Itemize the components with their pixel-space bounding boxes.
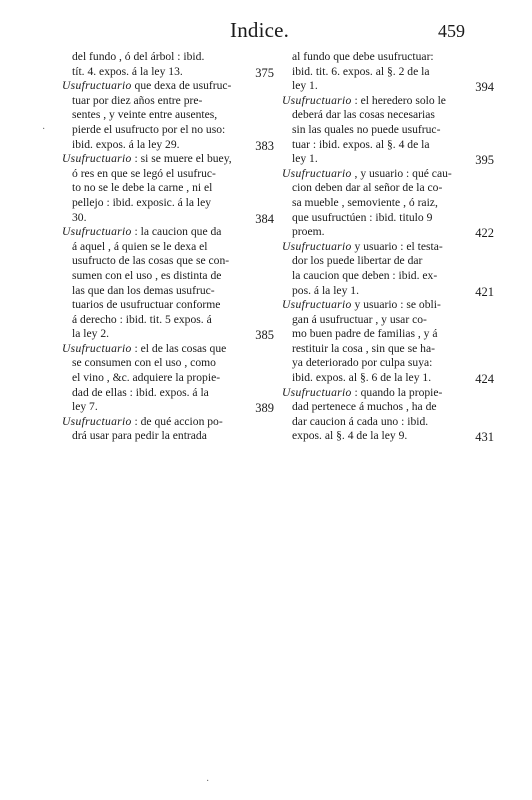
entry-line-text: ó res en que se legó el usufruc- xyxy=(72,166,216,180)
entry-text xyxy=(62,79,242,152)
entry-heading: Usufructuario xyxy=(282,166,352,180)
index-entry xyxy=(282,50,494,94)
entry-line-text: que dexa de usufruc- xyxy=(134,79,232,93)
entry-line-text: ya deteriorado por culpa suya: xyxy=(292,356,433,370)
entry-line-text: expos. al §. 4 de la ley 9. xyxy=(292,429,408,443)
entry-line xyxy=(282,138,462,153)
entry-line xyxy=(62,196,242,211)
entry-line xyxy=(282,50,462,65)
entry-line-text: proem. xyxy=(292,225,325,239)
entry-line xyxy=(282,298,462,313)
entry-line-text: dad de ellas : ibid. expos. á la xyxy=(72,385,209,399)
entry-line xyxy=(62,211,242,226)
entry-line-text: : el de las cosas que xyxy=(134,341,227,355)
entry-line-text: que usufructúen : ibid. titulo 9 xyxy=(292,210,433,224)
entry-line xyxy=(282,313,462,328)
entry-line-text: la caucion que deben : ibid. ex- xyxy=(292,268,438,282)
entry-line xyxy=(282,254,462,269)
entry-line-text: pellejo : ibid. exposic. á la ley xyxy=(72,195,212,209)
entry-page-number: 395 xyxy=(475,153,494,168)
entry-page-number: 424 xyxy=(475,372,494,387)
bottom-mark: · xyxy=(206,776,210,787)
entry-line-text: sentes , y veinte entre ausentes, xyxy=(72,108,218,122)
left-column xyxy=(62,50,274,444)
entry-line xyxy=(62,167,242,182)
entry-line xyxy=(282,284,462,299)
entry-heading: Usufructuario xyxy=(62,414,132,428)
entry-text xyxy=(282,94,462,167)
entry-line xyxy=(282,400,462,415)
entry-line xyxy=(62,284,242,299)
entry-line xyxy=(282,356,462,371)
entry-line-text: restituir la cosa , sin que se ha- xyxy=(292,341,435,355)
entry-line-text: dor los puede libertar de dar xyxy=(292,254,423,268)
entry-line-text: al fundo que debe usufructuar: xyxy=(292,50,434,63)
entry-heading: Usufructuario xyxy=(62,152,132,166)
entry-line xyxy=(62,181,242,196)
entry-line-text: usufructo de las cosas que se con- xyxy=(72,254,230,268)
entry-line xyxy=(282,371,462,386)
entry-line-text: mo buen padre de familias , y á xyxy=(292,327,438,341)
entry-line-text: se consumen con el uso , como xyxy=(72,356,216,370)
entry-text xyxy=(282,167,462,240)
entry-heading: Usufructuario xyxy=(282,239,352,253)
index-entry xyxy=(282,298,494,386)
entry-heading: Usufructuario xyxy=(62,225,132,239)
entry-page-number: 384 xyxy=(255,211,274,226)
entry-line xyxy=(282,94,462,109)
entry-text xyxy=(282,298,462,386)
entry-line xyxy=(62,138,242,153)
entry-line xyxy=(62,298,242,313)
margin-mark: · xyxy=(42,124,46,135)
entry-line-text: tít. 4. expos. á la ley 13. xyxy=(72,64,183,78)
entry-line xyxy=(282,386,462,401)
entry-line xyxy=(62,371,242,386)
entry-line-text: pierde el usufructo por el no uso: xyxy=(72,122,226,136)
index-entry xyxy=(62,225,274,342)
entry-line xyxy=(282,152,462,167)
entry-page-number: 385 xyxy=(255,328,274,343)
entry-line xyxy=(282,79,462,94)
entry-heading: Usufructuario xyxy=(282,385,352,399)
entry-line-text: del fundo , ó del árbol : ibid. xyxy=(72,50,205,63)
entry-line xyxy=(62,429,242,444)
entry-line xyxy=(282,167,462,182)
entry-line xyxy=(282,123,462,138)
entry-text xyxy=(62,225,242,342)
entry-line-text: sumen con el uso , es distinta de xyxy=(72,268,222,282)
entry-line xyxy=(282,342,462,357)
entry-page-number: 383 xyxy=(255,138,274,153)
entry-line xyxy=(282,108,462,123)
entry-line xyxy=(282,196,462,211)
index-entry xyxy=(62,152,274,225)
entry-line-text: : el heredero solo le xyxy=(354,93,446,107)
entry-line-text: dad pertenece á muchos , ha de xyxy=(292,400,437,414)
entry-line xyxy=(62,108,242,123)
entry-line-text: sin las quales no puede usufruc- xyxy=(292,122,441,136)
entry-line-text: el vino , &c. adquiere la propie- xyxy=(72,371,221,385)
entry-text xyxy=(282,240,462,298)
entry-text xyxy=(282,50,462,94)
entry-line-text: 30. xyxy=(72,210,87,224)
entry-line-text: ibid. expos. al §. 6 de la ley 1. xyxy=(292,371,432,385)
entry-line xyxy=(62,269,242,284)
entry-line-text: á aquel , á quien se le dexa el xyxy=(72,239,208,253)
entry-line-text: tuarios de usufructuar conforme xyxy=(72,298,221,312)
entry-line-text: dar caucion á cada uno : ibid. xyxy=(292,414,429,428)
entry-line xyxy=(62,254,242,269)
entry-page-number: 421 xyxy=(475,284,494,299)
entry-line xyxy=(282,415,462,430)
entry-line xyxy=(62,240,242,255)
entry-text xyxy=(282,386,462,444)
entry-line xyxy=(62,342,242,357)
index-entry xyxy=(62,415,274,444)
index-entry xyxy=(282,386,494,444)
entry-page-number: 431 xyxy=(475,430,494,445)
entry-line-text: : la caucion que da xyxy=(134,225,222,239)
entry-line xyxy=(282,181,462,196)
entry-line-text: : si se muere el buey, xyxy=(134,152,232,166)
entry-line-text: la ley 2. xyxy=(72,327,110,341)
entry-heading: Usufructuario xyxy=(282,93,352,107)
entry-line-text: las que dan los demas usufruc- xyxy=(72,283,215,297)
entry-line-text: y usuario : se obli- xyxy=(354,298,441,312)
entry-line-text: pos. á la ley 1. xyxy=(292,283,359,297)
entry-line xyxy=(62,65,242,80)
index-entry xyxy=(62,342,274,415)
entry-page-number: 375 xyxy=(255,65,274,80)
entry-line-text: drá usar para pedir la entrada xyxy=(72,429,207,443)
page-title: Indice. xyxy=(230,18,290,42)
entry-line-text: cion deben dar al señor de la co- xyxy=(292,181,443,195)
entry-line xyxy=(62,356,242,371)
entry-heading: Usufructuario xyxy=(62,79,132,93)
entry-line xyxy=(62,79,242,94)
entry-line xyxy=(62,313,242,328)
entry-line xyxy=(62,400,242,415)
entry-heading: Usufructuario xyxy=(62,341,132,355)
entry-line xyxy=(282,327,462,342)
entry-line xyxy=(282,269,462,284)
entry-text xyxy=(62,342,242,415)
entry-line-text: tuar por diez años entre pre- xyxy=(72,93,203,107)
entry-text xyxy=(62,152,242,225)
index-entry xyxy=(282,167,494,240)
entry-page-number: 394 xyxy=(475,80,494,95)
index-entry xyxy=(62,50,274,79)
entry-line-text: ley 7. xyxy=(72,400,98,414)
entry-text xyxy=(62,50,242,79)
index-entry xyxy=(62,79,274,152)
entry-line-text: , y usuario : qué cau- xyxy=(354,166,452,180)
entry-line xyxy=(282,211,462,226)
entry-line-text: sa mueble , semoviente , ó raiz, xyxy=(292,195,438,209)
entry-heading: Usufructuario xyxy=(282,298,352,312)
entry-line-text: á derecho : ibid. tit. 5 expos. á xyxy=(72,312,212,326)
entry-line-text: to no se le debe la carne , ni el xyxy=(72,181,213,195)
right-column xyxy=(282,50,494,444)
entry-line-text: gan á usufructuar , y usar co- xyxy=(292,312,427,326)
entry-line-text: tuar : ibid. expos. al §. 4 de la xyxy=(292,137,430,151)
entry-line xyxy=(62,415,242,430)
entry-line xyxy=(62,152,242,167)
entry-line xyxy=(62,123,242,138)
entry-line-text: deberá dar las cosas necesarias xyxy=(292,108,435,122)
entry-line xyxy=(62,225,242,240)
entry-line xyxy=(282,65,462,80)
entry-line xyxy=(62,386,242,401)
entry-line xyxy=(62,327,242,342)
entry-line-text: ibid. tit. 6. expos. al §. 2 de la xyxy=(292,64,430,78)
page-number: 459 xyxy=(438,21,465,41)
entry-line xyxy=(282,225,462,240)
index-entry xyxy=(282,94,494,167)
entry-line-text: ley 1. xyxy=(292,79,318,93)
entry-line-text: ley 1. xyxy=(292,152,318,166)
entry-line-text: y usuario : el testa- xyxy=(354,239,443,253)
entry-line-text: ibid. expos. á la ley 29. xyxy=(72,137,180,151)
entry-text xyxy=(62,415,242,444)
entry-line-text: : quando la propie- xyxy=(354,385,443,399)
entry-line xyxy=(62,94,242,109)
entry-line-text: : de qué accion po- xyxy=(134,414,223,428)
index-entry xyxy=(282,240,494,298)
entry-page-number: 422 xyxy=(475,226,494,241)
entry-line xyxy=(282,240,462,255)
entry-page-number: 389 xyxy=(255,401,274,416)
entry-line xyxy=(282,429,462,444)
entry-line xyxy=(62,50,242,65)
